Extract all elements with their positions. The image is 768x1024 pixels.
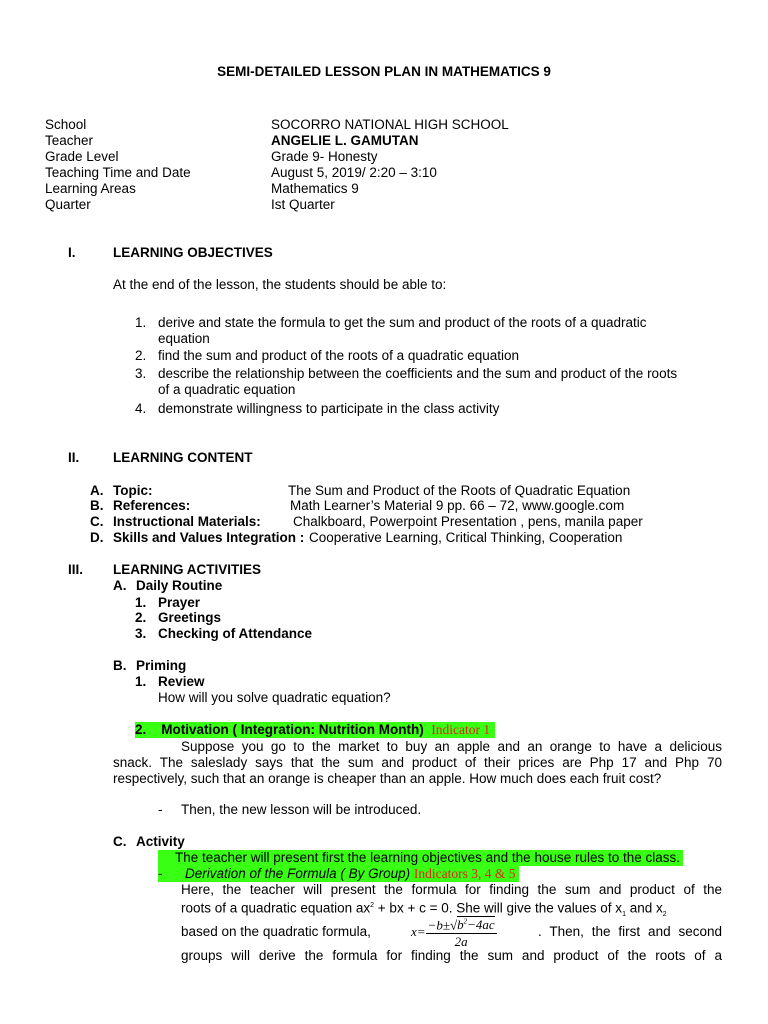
- info-label-grade: Grade Level: [45, 149, 119, 164]
- subsection-letter: A.: [113, 578, 127, 593]
- info-value-time: August 5, 2019/ 2:20 – 3:10: [271, 165, 437, 180]
- content-letter: D.: [90, 530, 104, 545]
- content-letter: B.: [90, 498, 104, 513]
- subsection-label: Priming: [136, 658, 187, 673]
- list-number: 1.: [135, 674, 147, 689]
- list-item: of a quadratic equation: [158, 382, 296, 397]
- list-item: derive and state the formula to get the sum and product of the roots of a quadratic: [158, 315, 647, 330]
- paragraph-line: Suppose you go to the market to buy an apple and an orange to have a delicious: [181, 739, 722, 754]
- info-value-grade: Grade 9- Honesty: [271, 149, 378, 164]
- formula-text: −b±: [427, 917, 450, 933]
- derivation-text: roots of a quadratic equation ax: [181, 900, 371, 916]
- info-label-time: Teaching Time and Date: [45, 165, 191, 180]
- info-label-teacher: Teacher: [45, 133, 94, 148]
- derivation-line: roots of a quadratic equation $ax^2$ + bx + c = 0. She will give the values of $x_1$ and $x_2$: [181, 900, 667, 919]
- motivation-label: Motivation ( Integration: Nutrition Month): [161, 722, 424, 737]
- review-label: Review: [158, 674, 205, 689]
- derivation-line: groups will derive the formula for finding the sum and product of the roots of a: [181, 948, 722, 963]
- derivation-label: Derivation of the Formula ( By Group): [185, 866, 411, 881]
- list-item: demonstrate willingness to participate in the class activity: [158, 401, 500, 416]
- dash-bullet: -: [158, 802, 163, 817]
- list-number: 4.: [135, 401, 147, 416]
- list-number: 2.: [135, 348, 147, 363]
- info-label-quarter: Quarter: [45, 197, 91, 212]
- derivation-line: Here, the teacher will present the formula for finding the sum and product of the: [181, 882, 722, 897]
- content-label: Instructional Materials:: [113, 514, 261, 529]
- formula-numerator: $-b\pm√b^2-4ac$: [426, 914, 497, 934]
- dash-bullet: -: [158, 866, 163, 881]
- subsection-letter: C.: [113, 834, 127, 849]
- info-label-school: School: [45, 117, 87, 132]
- list-number: 2.: [135, 722, 147, 737]
- content-value: The Sum and Product of the Roots of Quadratic Equation: [288, 483, 631, 498]
- quadratic-formula: [411, 914, 497, 950]
- derivation-heading: [158, 866, 519, 882]
- content-label: Topic:: [113, 483, 153, 498]
- section-number: I.: [68, 245, 76, 260]
- content-label: References:: [113, 498, 191, 513]
- list-item: equation: [158, 331, 210, 346]
- info-label-areas: Learning Areas: [45, 181, 136, 196]
- content-letter: A.: [90, 483, 104, 498]
- info-value-areas: Mathematics 9: [271, 181, 359, 196]
- indicator-label: Indicators 3, 4 & 5: [413, 866, 516, 881]
- activity-highlight: The teacher will present first the learning objectives and the house rules to the class.: [158, 850, 683, 866]
- derivation-line-end: . Then, the first and second: [538, 924, 722, 939]
- info-value-teacher: ANGELIE L. GAMUTAN: [271, 133, 419, 148]
- section-heading: LEARNING ACTIVITIES: [113, 562, 262, 577]
- derivation-text: + bx + c = 0. She will give the values of x: [374, 900, 623, 916]
- page-title: SEMI-DETAILED LESSON PLAN IN MATHEMATICS 9: [217, 64, 551, 79]
- list-item: Prayer: [158, 595, 201, 610]
- motivation-text: [113, 739, 722, 787]
- list-number: 1.: [135, 595, 147, 610]
- objectives-intro: At the end of the lesson, the students should be able to:: [113, 277, 447, 292]
- derivation-line-start: based on the quadratic formula,: [181, 924, 371, 939]
- content-letter: C.: [90, 514, 104, 529]
- formula-lhs: x=: [411, 924, 426, 940]
- list-number: 1.: [135, 315, 147, 330]
- list-item: describe the relationship between the coefficients and the sum and product of the roots: [158, 366, 678, 381]
- derivation-text: and x: [625, 900, 663, 916]
- paragraph-line: snack. The saleslady says that the sum and product of their prices are Php 17 and Php 70: [113, 755, 722, 770]
- indicator-label: Indicator 1: [431, 722, 491, 737]
- section-number: II.: [68, 450, 80, 465]
- subsection-letter: B.: [113, 658, 127, 673]
- subsection-label: Activity: [136, 834, 185, 849]
- list-item: find the sum and product of the roots of a quadratic equation: [158, 348, 519, 363]
- list-number: 3.: [135, 366, 147, 381]
- content-value: Chalkboard, Powerpoint Presentation , pens, manila paper: [293, 514, 643, 529]
- list-number: 3.: [135, 626, 147, 641]
- list-number: 2.: [135, 610, 147, 625]
- subsection-label: Daily Routine: [136, 578, 223, 593]
- motivation-heading: [135, 722, 495, 738]
- section-heading: LEARNING CONTENT: [113, 450, 253, 465]
- list-item: Checking of Attendance: [158, 626, 313, 641]
- paragraph-line: respectively, such that an orange is cheaper than an apple. How much does each fruit cost?: [113, 771, 662, 786]
- transition-text: Then, the new lesson will be introduced.: [181, 802, 422, 817]
- section-number: III.: [68, 562, 84, 577]
- formula-denominator: 2a: [454, 934, 468, 950]
- formula-text: b: [457, 917, 464, 933]
- content-label: Skills and Values Integration :: [113, 530, 305, 545]
- info-value-quarter: Ist Quarter: [271, 197, 335, 212]
- list-item: Greetings: [158, 610, 222, 625]
- content-value: Cooperative Learning, Critical Thinking, Cooperation: [309, 530, 623, 545]
- section-heading: LEARNING OBJECTIVES: [113, 245, 273, 260]
- content-value: Math Learner’s Material 9 pp. 66 – 72, www.google.com: [290, 498, 625, 513]
- formula-text: −4ac: [467, 917, 495, 933]
- info-value-school: SOCORRO NATIONAL HIGH SCHOOL: [271, 117, 509, 132]
- formula-fraction: [426, 914, 497, 950]
- review-question: How will you solve quadratic equation?: [158, 690, 391, 705]
